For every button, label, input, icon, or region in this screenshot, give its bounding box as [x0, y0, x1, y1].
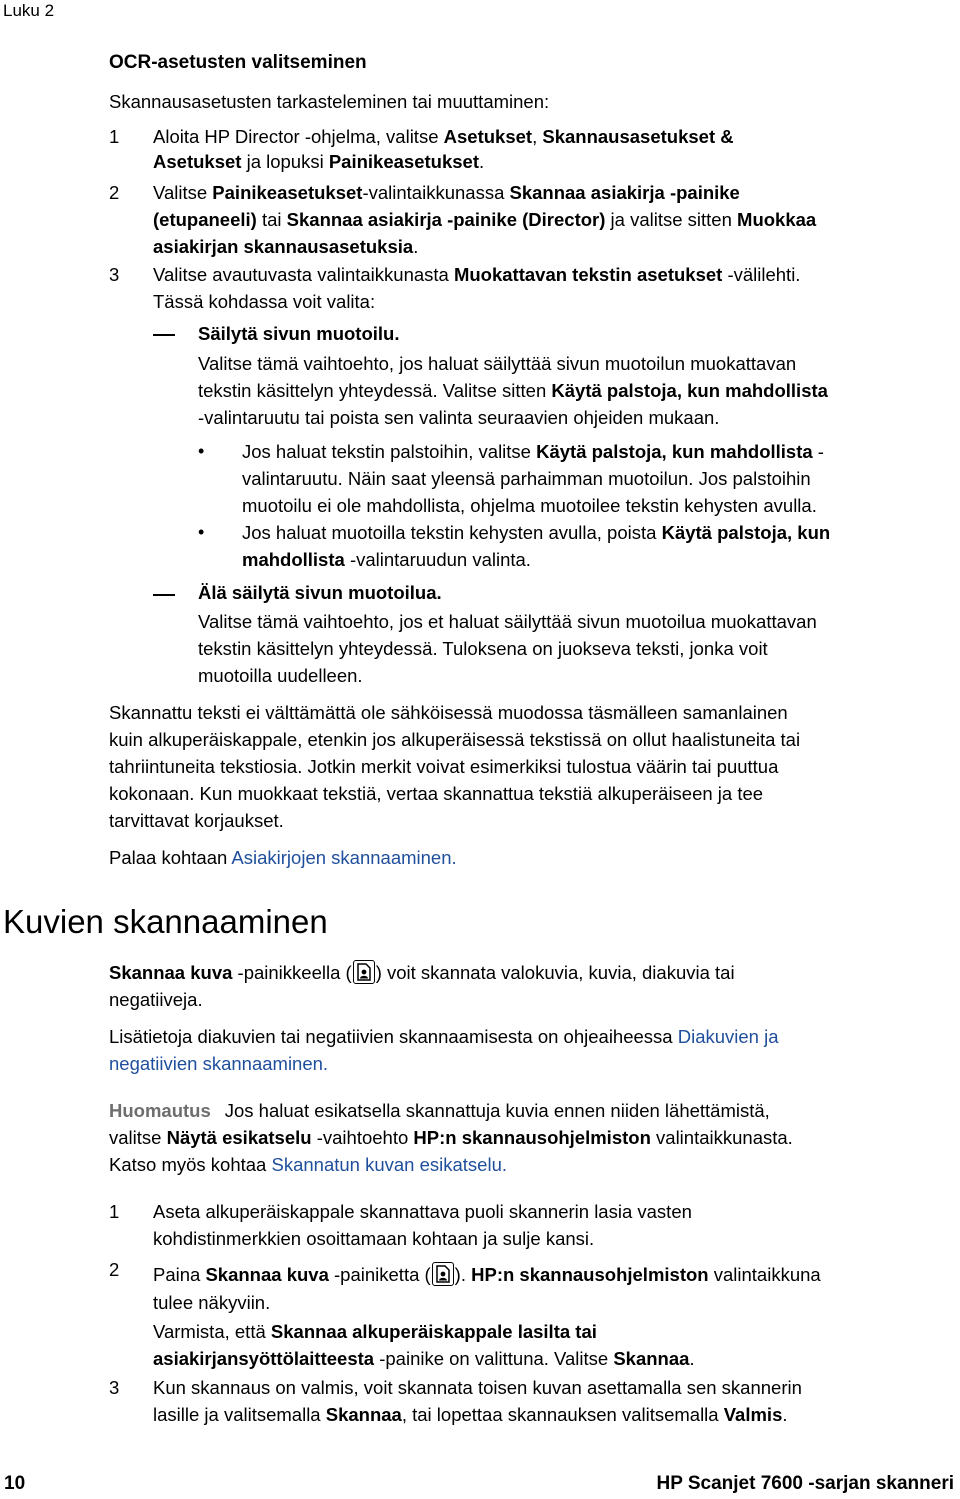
para-line: tarvittavat korjaukset. — [109, 810, 284, 831]
images-intro-line2: negatiiveja. — [109, 989, 203, 1010]
section-title-images: Kuvien skannaaminen — [3, 903, 328, 940]
option1-bullet2-line1: Jos haluat muotoilla tekstin kehysten avulla, poista Käytä palstoja, kun — [242, 522, 831, 543]
option1-line2: tekstin käsittelyn yhteydessä. Valitse sitten Käytä palstoja, kun mahdollista — [198, 380, 828, 401]
ocr-step2-line2: (etupaneeli) tai Skannaa asiakirja -painike (Director) ja valitse sitten Muokkaa — [153, 209, 817, 230]
bullet-marker: • — [198, 522, 205, 542]
option1-line3: -valintaruutu tai poista sen valinta seuraavien ohjeiden mukaan. — [198, 407, 720, 428]
para-line: kokonaan. Kun muokkaat tekstiä, vertaa skannattua tekstiä alkuperäiseen ja tee — [109, 783, 764, 804]
note-line2: valitse Näytä esikatselu -vaihtoehto HP:n skannausohjelmiston valintaikkunasta. — [109, 1127, 793, 1148]
option2-line3: muotoilla uudelleen. — [198, 665, 363, 686]
option1-bullet1-line1: Jos haluat tekstin palstoihin, valitse Käytä palstoja, kun mahdollista - — [242, 441, 824, 462]
link-scan-documents[interactable]: Asiakirjojen skannaaminen. — [231, 847, 457, 868]
img-step1-line1: Aseta alkuperäiskappale skannattava puoli skannerin lasia vasten — [153, 1201, 692, 1222]
dash-marker — [153, 334, 175, 336]
img-step2-line1: Paina Skannaa kuva -painiketta ( ). HP:n skannausohjelmiston valintaikkuna — [153, 1264, 821, 1285]
chapter-label: Luku 2 — [3, 1, 55, 20]
ocr-step3-number: 3 — [109, 264, 120, 285]
note-label: Huomautus — [109, 1100, 211, 1121]
para-line: tahriintuneita tekstiosia. Jotkin merkit voivat esimerkiksi tulostua väärin tai puuttua — [109, 756, 779, 777]
ocr-step2-number: 2 — [109, 182, 120, 203]
img-step1-number: 1 — [109, 1201, 120, 1222]
ocr-step3-line1: Valitse avautuvasta valintaikkunasta Muokattavan tekstin asetukset -välilehti. — [153, 264, 801, 285]
ocr-step3-line2: Tässä kohdassa voit valita: — [153, 291, 376, 312]
option2-line2: tekstin käsittelyn yhteydessä. Tuloksena on juokseva teksti, jonka voit — [198, 638, 768, 659]
option2-title: Älä säilytä sivun muotoilua. — [198, 582, 442, 603]
link-preview[interactable]: Skannatun kuvan esikatselu. — [271, 1154, 507, 1175]
img-step1-line2: kohdistinmerkkien osoittamaan kohtaan ja sulje kansi. — [153, 1228, 595, 1249]
ocr-intro: Skannausasetusten tarkasteleminen tai muuttaminen: — [109, 91, 550, 112]
ocr-step1-line2: Asetukset ja lopuksi Painikeasetukset. — [153, 151, 485, 172]
img-step3-line1: Kun skannaus on valmis, voit skannata toisen kuvan asettamalla sen skannerin — [153, 1377, 802, 1398]
para-line: Skannattu teksti ei välttämättä ole sähköisessä muodossa täsmälleen samanlainen — [109, 702, 788, 723]
back-line: Palaa kohtaan Asiakirjojen skannaaminen. — [109, 847, 457, 868]
scan-picture-icon — [353, 960, 375, 984]
ocr-step2-line3: asiakirjan skannausasetuksia. — [153, 236, 419, 257]
images-intro-line1: Skannaa kuva -painikkeella ( ) voit skannata valokuvia, kuvia, diakuvia tai — [109, 962, 735, 983]
dash-marker — [153, 594, 175, 596]
link-slides-negatives-cont[interactable]: negatiivien skannaaminen. — [109, 1053, 329, 1074]
bullet-marker: • — [198, 441, 205, 461]
ocr-step1-number: 1 — [109, 126, 120, 147]
img-step3-number: 3 — [109, 1377, 120, 1398]
img-step2-line3: Varmista, että Skannaa alkuperäiskappale lasilta tai — [153, 1321, 597, 1342]
img-step2-line2: tulee näkyviin. — [153, 1292, 271, 1313]
ocr-step1-line1: Aloita HP Director -ohjelma, valitse Asetukset, Skannausasetukset & — [153, 126, 734, 147]
para-line: kuin alkuperäiskappale, etenkin jos alkuperäisessä tekstissä on ollut haalistuneita tai — [109, 729, 801, 750]
note-line1: Huomautus Jos haluat esikatsella skannattuja kuvia ennen niiden lähettämistä, — [109, 1100, 770, 1121]
footer-product: HP Scanjet 7600 -sarjan skanneri — [656, 1473, 954, 1494]
img-step2-number: 2 — [109, 1259, 120, 1280]
ocr-step2-line1: Valitse Painikeasetukset-valintaikkunassa Skannaa asiakirja -painike — [153, 182, 740, 203]
option2-line1: Valitse tämä vaihtoehto, jos et haluat säilyttää sivun muotoilua muokattavan — [198, 611, 817, 632]
option1-bullet1-line3: muotoilu ei ole mahdollista, ohjelma muotoilee tekstin kehysten avulla. — [242, 495, 817, 516]
note-line3: Katso myös kohtaa Skannatun kuvan esikatselu. — [109, 1154, 507, 1175]
images-more-line2 — [109, 1050, 328, 1078]
option1-title: Säilytä sivun muotoilu. — [198, 323, 400, 344]
section-title-ocr: OCR-asetusten valitseminen — [109, 52, 367, 73]
option1-bullet2-line2: mahdollista -valintaruudun valinta. — [242, 549, 531, 570]
img-step3-line2: lasille ja valitsemalla Skannaa, tai lopettaa skannauksen valitsemalla Valmis. — [153, 1404, 788, 1425]
img-step2-line4: asiakirjansyöttölaitteesta -painike on valittuna. Valitse Skannaa. — [153, 1348, 695, 1369]
page-number: 10 — [4, 1473, 26, 1494]
images-more-line1: Lisätietoja diakuvien tai negatiivien skannaamisesta on ohjeaiheessa Diakuvien ja — [109, 1026, 779, 1047]
option1-line1: Valitse tämä vaihtoehto, jos haluat säilyttää sivun muotoilun muokattavan — [198, 353, 797, 374]
link-slides-negatives[interactable]: Diakuvien ja — [677, 1026, 779, 1047]
scan-picture-icon — [432, 1262, 454, 1286]
option1-bullet1-line2: valintaruutu. Näin saat yleensä parhaimman muotoilun. Jos palstoihin — [242, 468, 811, 489]
